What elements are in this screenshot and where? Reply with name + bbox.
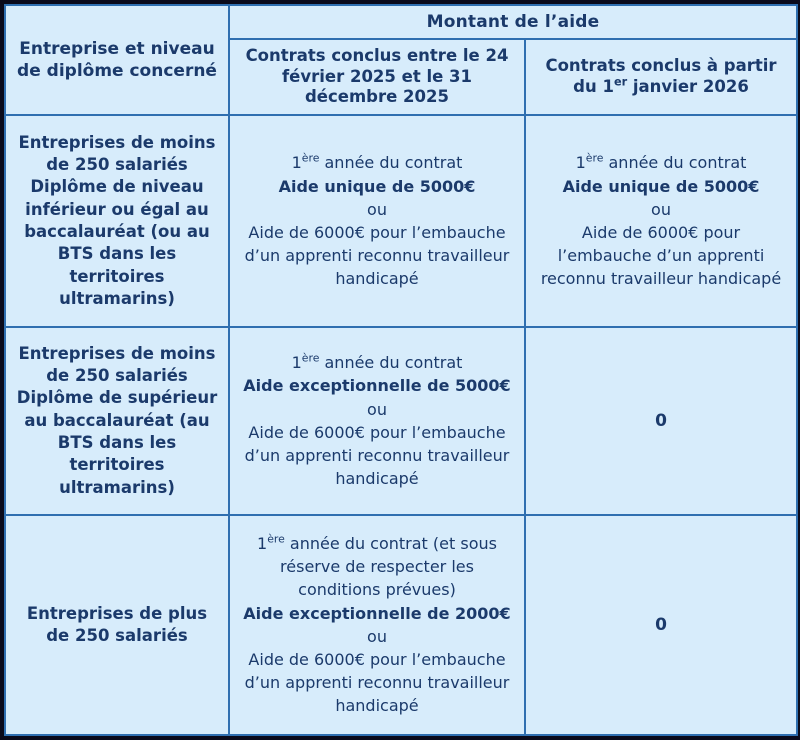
aid-amount-table (4, 4, 798, 736)
cell-line-year (240, 532, 514, 602)
table-body (5, 115, 797, 735)
cell-line-aid: Aide exceptionnelle de 5000€ (243, 376, 511, 396)
cell-line-handicap: Aide de 6000€ pour l’embauche d’un apprenti reconnu travailleur handicapé (244, 422, 510, 489)
table-row (5, 115, 797, 327)
row-label-line1: Entreprises de plus de 250 salariés (26, 603, 208, 645)
cell-line-year-text: année du contrat (319, 353, 463, 373)
row-label-line2: Diplôme de supérieur au baccalauréat (au BTS dans les territoires ultramarins) (16, 388, 218, 497)
cell-under250-bac-2025 (229, 115, 525, 327)
row-label-under250-sup (5, 327, 229, 515)
cell-over250-2026: 0 (525, 515, 797, 735)
cell-line-aid: Aide exceptionnelle de 2000€ (243, 603, 511, 623)
ordinal-number: 1 (291, 353, 302, 373)
ordinal-suffix: ère (301, 351, 320, 365)
cell-line-handicap: Aide de 6000€ pour l’embauche d’un apprenti reconnu travailleur handicapé (540, 222, 782, 289)
cell-over250-2025 (229, 515, 525, 735)
cell-line-handicap: Aide de 6000€ pour l’embauche d’un apprenti reconnu travailleur handicapé (244, 222, 510, 289)
row-label-over250 (5, 515, 229, 735)
header-contracts-2025 (229, 39, 525, 115)
header-company-diploma: Entreprise et niveau de diplôme concerné (5, 5, 229, 115)
row-label-line1: Entreprises de moins de 250 salariés (18, 132, 216, 175)
cell-line-year (536, 151, 786, 174)
cell-line-or: ou (651, 199, 671, 219)
ordinal-suffix: ère (267, 532, 285, 546)
cell-under250-sup-2025 (229, 327, 525, 515)
row-label-line1: Entreprises de moins de 250 salariés (18, 343, 216, 386)
row-label-under250-bac (5, 115, 229, 327)
ordinal-suffix: ère (585, 152, 604, 166)
cell-line-year-text: année du contrat (319, 153, 463, 173)
ordinal-number: 1 (291, 153, 302, 173)
header-contracts-2026-text: Contrats conclus à partir du 1er janvier 2026 (545, 56, 777, 96)
cell-line-year (240, 151, 514, 174)
cell-under250-bac-2026 (525, 115, 797, 327)
header-contracts-2026 (525, 39, 797, 115)
table-header (5, 5, 797, 115)
ordinal-number: 1 (575, 153, 586, 173)
cell-line-or: ou (367, 199, 387, 219)
table-header-row-group (5, 5, 797, 39)
cell-line-handicap: Aide de 6000€ pour l’embauche d’un apprenti reconnu travailleur handicapé (244, 650, 510, 716)
header-contracts-2025-text: Contrats conclus entre le 24 février 2025 et le 31 décembre 2025 (245, 46, 509, 107)
cell-line-or: ou (367, 626, 387, 646)
cell-line-year (240, 351, 514, 374)
ordinal-number: 1 (257, 534, 268, 554)
cell-line-or: ou (367, 399, 387, 419)
row-label-line2: Diplôme de niveau inférieur ou égal au baccalauréat (ou au BTS dans les territoires ultramarins) (24, 177, 210, 308)
table-row (5, 327, 797, 515)
cell-line-aid: Aide unique de 5000€ (562, 176, 760, 196)
cell-line-aid: Aide unique de 5000€ (278, 176, 476, 196)
ordinal-suffix: ère (301, 152, 320, 166)
cell-line-year-text: année du contrat (et sous réserve de respecter les conditions prévues) (280, 534, 497, 600)
table-row (5, 515, 797, 735)
header-aid-amount-group: Montant de l’aide (229, 5, 797, 39)
cell-line-year-text: année du contrat (603, 153, 747, 173)
cell-under250-sup-2026: 0 (525, 327, 797, 515)
